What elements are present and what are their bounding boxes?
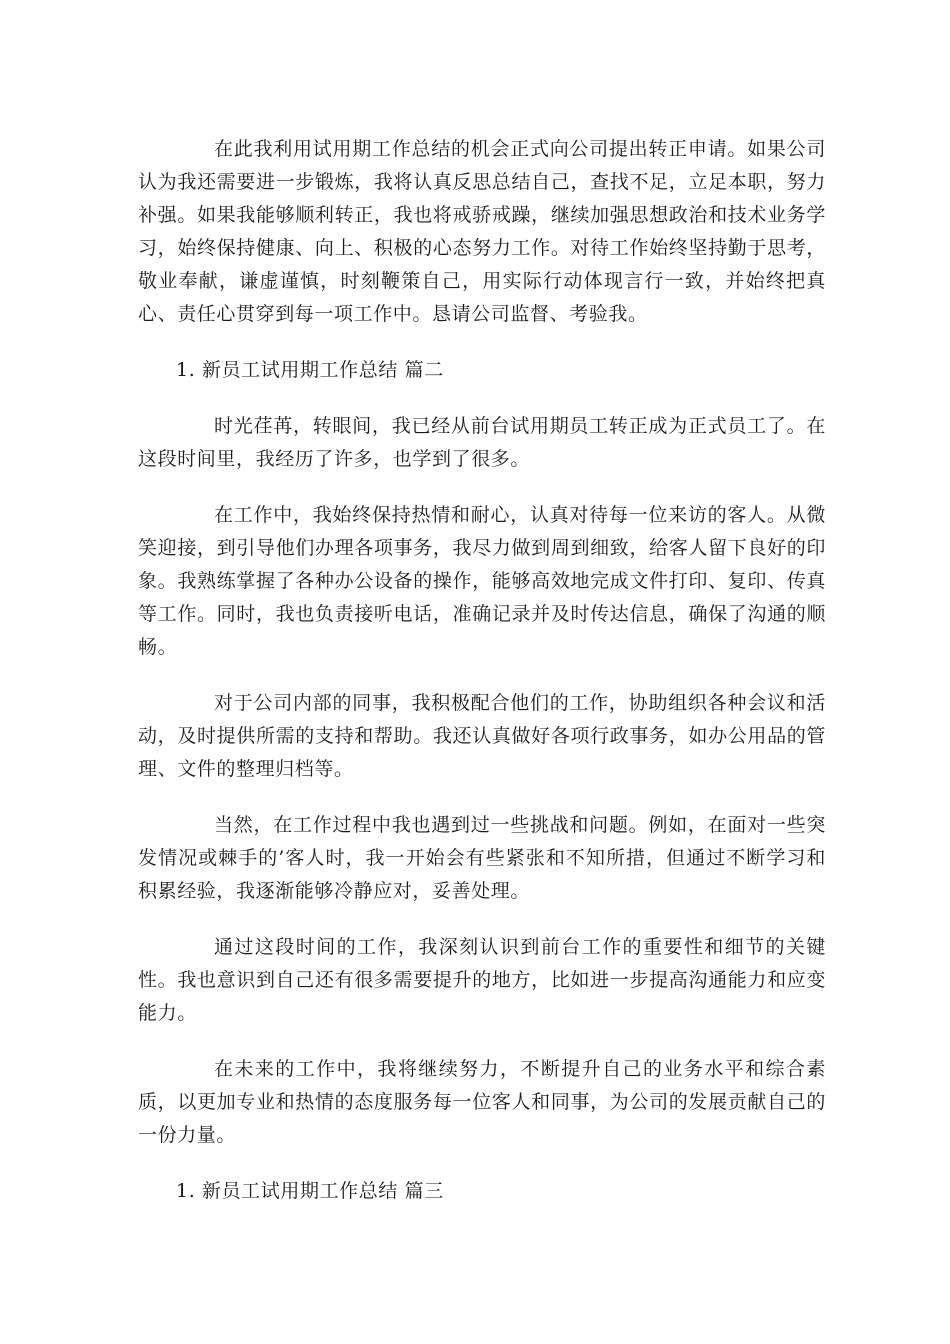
paragraph-work-duties: 在工作中，我始终保持热情和耐心，认真对待每一位来访的客人。从微笑迎接，到引导他们办理各项事务，我尽力做到周到细致，给客人留下良好的印象。我熟练掌握了各种办公设备的操作，能够高效地完成文件打印、复印、传真等工作。同时，我也负责接听电话，准确记录并及时传达信息，确保了沟通的顺畅。 [138,504,826,658]
paragraph-transfer-application: 在此我利用试用期工作总结的机会正式向公司提出转正申请。如果公司认为我还需要进一步锻炼，我将认真反思总结自己，查找不足，立足本职，努力补强。如果我能够顺利转正，我也将戒骄戒躁，继续加强思想政治和技术业务学习，始终保持健康、向上、积极的心态努力工作。对待工作始终坚持勤于思考，敬业奉献，谦虚谨慎，时刻鞭策自己，用实际行动体现言行一致，并始终把真心、责任心贯穿到每一项工作中。恳请公司监督、考验我。 [138,138,826,325]
document-body [138,133,826,1231]
paragraph-colleague-support: 对于公司内部的同事，我积极配合他们的工作，协助组织各种会议和活动，及时提供所需的支持和帮助。我还认真做好各项行政事务，如办公用品的管理、文件的整理归档等。 [138,692,826,780]
section-heading-part-two: 1. 新员工试用期工作总结 篇二 [176,359,444,381]
paragraph-time-flies: 时光荏苒，转眼间，我已经从前台试用期员工转正成为正式员工了。在这段时间里，我经历了许多，也学到了很多。 [138,415,826,470]
paragraph-future-plans: 在未来的工作中，我将继续努力，不断提升自己的业务水平和综合素质，以更加专业和热情的态度服务每一位客人和同事，为公司的发展贡献自己的一份力量。 [138,1058,826,1146]
paragraph-reflection: 通过这段时间的工作，我深刻认识到前台工作的重要性和细节的关键性。我也意识到自己还有很多需要提升的地方，比如进一步提高沟通能力和应变能力。 [138,936,826,1024]
paragraph-challenges: 当然，在工作过程中我也遇到过一些挑战和问题。例如，在面对一些突发情况或棘手的’客人时，我一开始会有些紧张和不知所措，但通过不断学习和积累经验，我逐渐能够冷静应对，妥善处理。 [138,814,826,902]
section-heading-part-three: 1. 新员工试用期工作总结 篇三 [176,1180,444,1202]
